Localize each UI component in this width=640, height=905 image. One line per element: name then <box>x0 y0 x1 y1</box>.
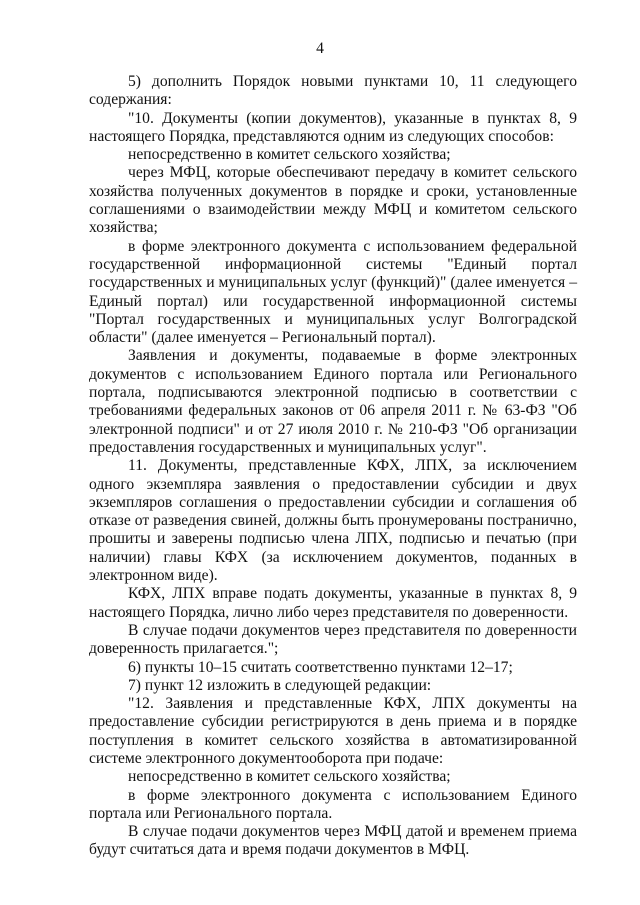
paragraph-item-12: "12. Заявления и представленные КФХ, ЛПХ документы на предоставление субсидии регистрируются в день приема и в порядке поступления в комитет сельского хозяйства в автоматизированной системе электронного документооборота при подаче: <box>89 695 577 767</box>
paragraph-amendment-6: 6) пункты 10–15 считать соответственно пунктами 12–17; <box>128 658 513 676</box>
page-number: 4 <box>316 40 324 57</box>
paragraph-submission-electronic: в форме электронного документа с использованием Единого портала или Регионального портала. <box>89 786 577 822</box>
paragraph-representative: КФХ, ЛПХ вправе подать документы, указанные в пунктах 8, 9 настоящего Порядка, лично либо через представителя по доверенности. <box>89 585 577 621</box>
paragraph-method-direct: непосредственно в комитет сельского хозяйства; <box>128 146 451 164</box>
paragraph-submission-direct: непосредственно в комитет сельского хозяйства; <box>128 768 451 786</box>
paragraph-electronic-signature: Заявления и документы, подаваемые в форме электронных документов с использованием Единого портала или Регионального портала, подписываются электронной подписью в соответствии с требованиями федеральных законов от 06 апреля 2011 г. № 63-ФЗ "Об электронной подписи" и от 27 июля 2010 г. № 210-ФЗ "Об организации предоставления государственных и муниципальных услуг". <box>89 347 577 456</box>
document-body <box>89 73 577 860</box>
paragraph-amendment-5: 5) дополнить Порядок новыми пунктами 10, 11 следующего содержания: <box>89 73 577 109</box>
paragraph-item-11: 11. Документы, представленные КФХ, ЛПХ, за исключением одного экземпляра заявления о предоставлении субсидии и двух экземпляров соглашения о предоставлении субсидии и соглашения об отказе от разведения свиней, должны быть пронумерованы постранично, прошиты и заверены подписью члена ЛПХ, подписью и печатью (при наличии) главы КФХ (за исключением документов, поданных в электронном виде). <box>89 457 577 585</box>
paragraph-method-mfc: через МФЦ, которые обеспечивают передачу в комитет сельского хозяйства полученных документов в порядке и сроки, установленные соглашениями о взаимодействии между МФЦ и комитетом сельского хозяйства; <box>89 164 577 237</box>
paragraph-mfc-timing: В случае подачи документов через МФЦ датой и временем приема будут считаться дата и время подачи документов в МФЦ. <box>89 823 577 859</box>
paragraph-amendment-7: 7) пункт 12 изложить в следующей редакции: <box>128 676 432 694</box>
paragraph-item-10: "10. Документы (копии документов), указанные в пунктах 8, 9 настоящего Порядка, представляются одним из следующих способов: <box>89 109 577 145</box>
paragraph-method-electronic: в форме электронного документа с использованием федеральной государственной информационной системы "Единый портал государственных и муниципальных услуг (функций)" (далее именуется – Единый портал) или государственной информационной системы "Портал государственных и муниципальных услуг Волгоградской области" (далее именуется – Региональный портал). <box>89 237 577 347</box>
paragraph-power-of-attorney: В случае подачи документов через представителя по доверенности доверенность прилагается."; <box>89 621 577 658</box>
